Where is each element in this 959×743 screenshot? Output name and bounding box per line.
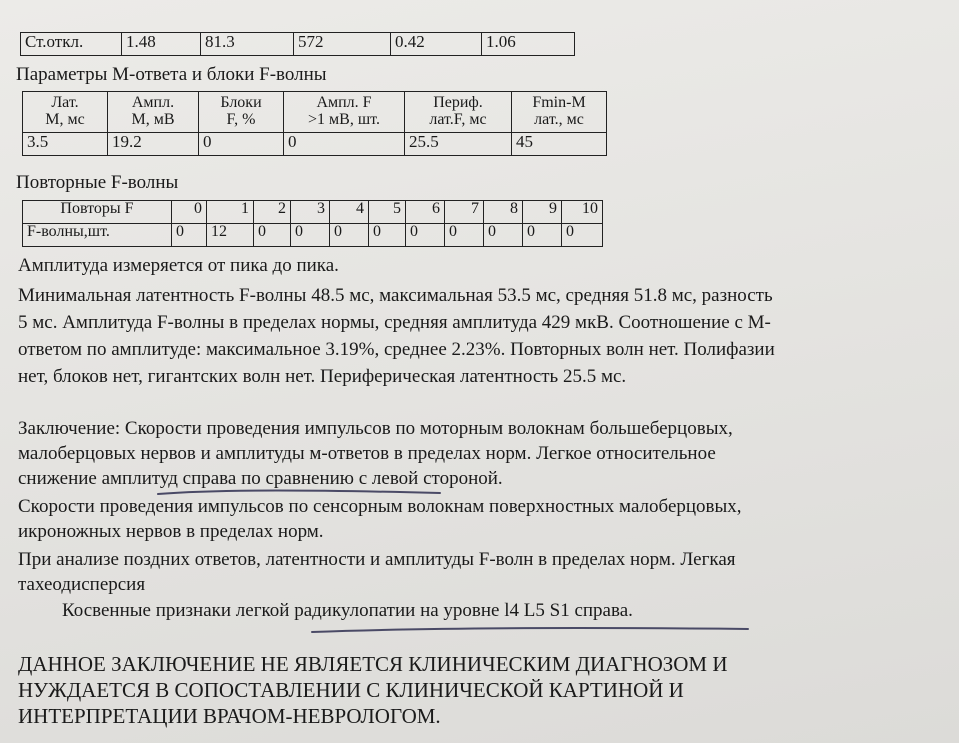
- table-cell: 7: [445, 201, 484, 224]
- table-cell: 0: [562, 224, 603, 247]
- table-cell: 0: [199, 133, 284, 156]
- table-cell: 5: [369, 201, 406, 224]
- table-cell: 10: [562, 201, 603, 224]
- table-row-label: Повторы F: [23, 201, 172, 224]
- table-header-cell: Лат. М, мс: [23, 92, 108, 133]
- table-cell: 0: [406, 224, 445, 247]
- table-cell: 0: [484, 224, 523, 247]
- text-line: Минимальная латентность F-волны 48.5 мс, максимальная 53.5 мс, средняя 51.8 мс, разность: [18, 285, 773, 306]
- table-cell: 0.42: [391, 33, 482, 56]
- text-line: Заключение: Скорости проведения импульсов по моторным волокнам большеберцовых,: [18, 418, 733, 439]
- table-cell: 0: [330, 224, 369, 247]
- text-line: нет, блоков нет, гигантских волн нет. Периферическая латентность 25.5 мс.: [18, 366, 627, 387]
- text-line: НУЖДАЕТСЯ В СОПОСТАВЛЕНИИ С КЛИНИЧЕСКОЙ КАРТИНОЙ И: [18, 678, 684, 702]
- table-cell: 4: [330, 201, 369, 224]
- text-line: Амплитуда измеряется от пика до пика.: [18, 255, 339, 276]
- table-cell: 0: [172, 224, 207, 247]
- section-title-repeat-f-waves: Повторные F-волны: [16, 172, 179, 193]
- table-cell: 8: [484, 201, 523, 224]
- table-cell: 0: [369, 224, 406, 247]
- table-cell: 9: [523, 201, 562, 224]
- table-cell: 1.06: [482, 33, 575, 56]
- text-line: снижение амплитуд справа по сравнению с левой стороной.: [18, 468, 503, 489]
- table-cell: 45: [512, 133, 607, 156]
- table-cell: 25.5: [405, 133, 512, 156]
- table-cell: Ст.откл.: [21, 33, 122, 56]
- table-cell: 1: [207, 201, 254, 224]
- table-header-cell: Fmin-M лат., мс: [512, 92, 607, 133]
- table-header-cell: Периф. лат.F, мс: [405, 92, 512, 133]
- table-cell: 1.48: [122, 33, 201, 56]
- text-line: При анализе поздних ответов, латентности и амплитуды F-волн в пределах норм. Легкая: [18, 549, 736, 570]
- table-cell: 0: [254, 224, 291, 247]
- text-line: ДАННОЕ ЗАКЛЮЧЕНИЕ НЕ ЯВЛЯЕТСЯ КЛИНИЧЕСКИМ ДИАГНОЗОМ И: [18, 652, 728, 676]
- indirect-signs-line: Косвенные признаки легкой радикулопатии на уровне l4 L5 S1 справа.: [62, 600, 633, 621]
- table-cell: 572: [294, 33, 391, 56]
- pen-underline-1: [158, 491, 440, 495]
- table-cell: 3: [291, 201, 330, 224]
- table-row-label: F-волны,шт.: [23, 224, 172, 247]
- table-cell: 0: [284, 133, 405, 156]
- text-line: ИНТЕРПРЕТАЦИИ ВРАЧОМ-НЕВРОЛОГОМ.: [18, 704, 441, 728]
- table-cell: 3.5: [23, 133, 108, 156]
- section-title-m-response: Параметры М-ответа и блоки F-волны: [16, 64, 327, 85]
- text-line: Скорости проведения импульсов по сенсорным волокнам поверхностных малоберцовых,: [18, 496, 742, 517]
- table-cell: 6: [406, 201, 445, 224]
- table-cell: 0: [172, 201, 207, 224]
- text-line: малоберцовых нервов и амплитуды м-ответов в пределах норм. Легкое относительное: [18, 443, 716, 464]
- text-line: тахеодисперсия: [18, 574, 146, 595]
- text-line: 5 мс. Амплитуда F-волны в пределах нормы, средняя амплитуда 429 мкВ. Соотношение с М-: [18, 312, 771, 333]
- table-cell: 0: [523, 224, 562, 247]
- table-cell: 19.2: [108, 133, 199, 156]
- table-header-cell: Ампл. М, мВ: [108, 92, 199, 133]
- table-cell: 12: [207, 224, 254, 247]
- table-cell: 0: [445, 224, 484, 247]
- text-line: ответом по амплитуде: максимальное 3.19%, среднее 2.23%. Повторных волн нет. Полифазии: [18, 339, 775, 360]
- table-cell: 2: [254, 201, 291, 224]
- table-cell: 0: [291, 224, 330, 247]
- table-header-cell: Ампл. F >1 мВ, шт.: [284, 92, 405, 133]
- text-line: икроножных нервов в пределах норм.: [18, 521, 324, 542]
- table-cell: 81.3: [201, 33, 294, 56]
- pen-underline-2: [312, 628, 748, 632]
- table-header-cell: Блоки F, %: [199, 92, 284, 133]
